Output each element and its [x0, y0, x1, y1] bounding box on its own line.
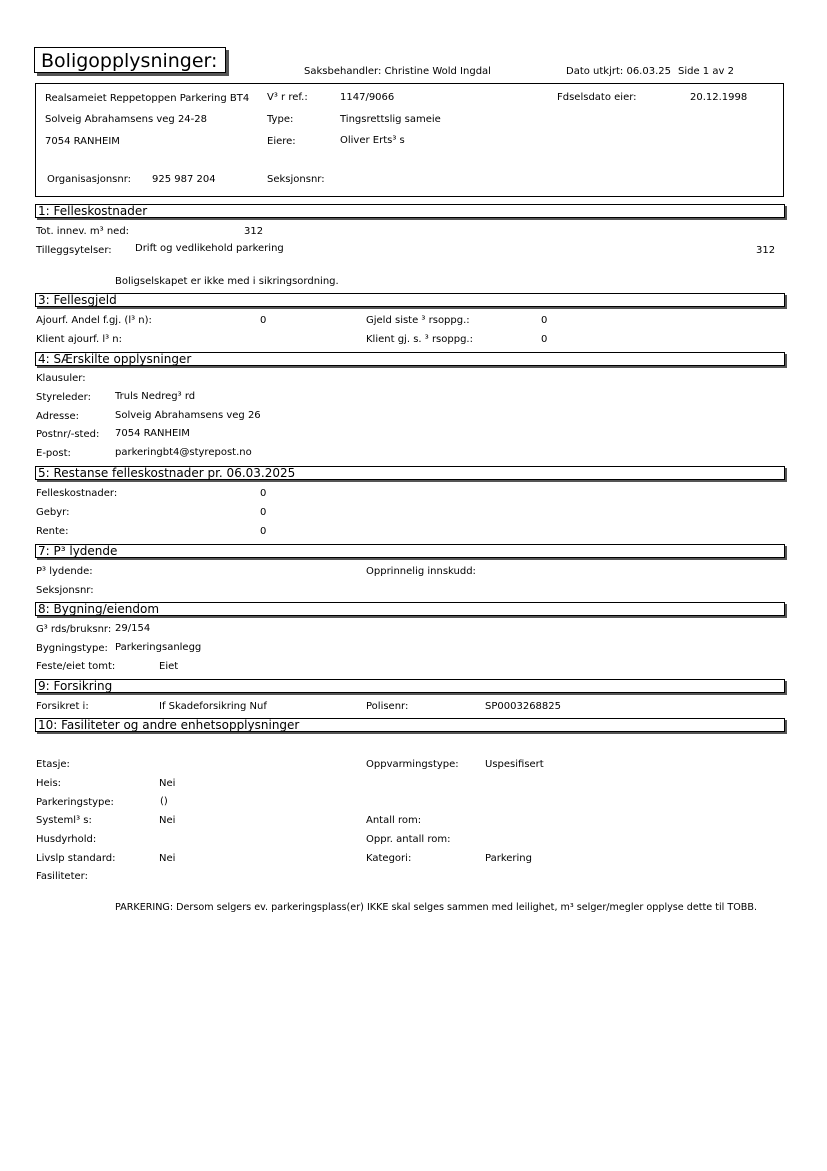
seksjon-label: Seksjonsnr:: [267, 174, 325, 185]
oppvarming-value: Uspesifisert: [485, 759, 544, 770]
page-number: Side 1 av 2: [678, 66, 734, 77]
bygningstype-label: Bygningstype:: [36, 643, 108, 654]
oppvarming-label: Oppvarmingstype:: [366, 759, 459, 770]
oppr-antall-rom-label: Oppr. antall rom:: [366, 834, 451, 845]
sikring-note: Boligselskapet er ikke med i sikringsordning.: [115, 276, 339, 287]
section-10-header: 10: Fasiliteter og andre enhetsopplysninger: [35, 718, 785, 732]
klausuler-label: Klausuler:: [36, 373, 86, 384]
rente-value: 0: [260, 526, 267, 537]
fodselsdato-value: 20.12.1998: [690, 92, 748, 103]
forsikret-label: Forsikret i:: [36, 701, 89, 712]
forsikret-value: If Skadeforsikring Nuf: [159, 701, 267, 712]
property-name: Realsameiet Reppetoppen Parkering BT4: [45, 93, 250, 104]
postnr-value: 7054 RANHEIM: [115, 428, 190, 439]
epost-label: E-post:: [36, 448, 71, 459]
section-7-header: 7: P³ lydende: [35, 544, 785, 558]
tillegg-label: Tilleggsytelser:: [36, 245, 112, 256]
restanse-felles-value: 0: [260, 488, 267, 499]
husdyrhold-label: Husdyrhold:: [36, 834, 97, 845]
tillegg-text: Drift og vedlikehold parkering: [135, 243, 284, 254]
page-title: Boligopplysninger:: [34, 47, 226, 73]
heis-label: Heis:: [36, 778, 62, 789]
gebyr-value: 0: [260, 507, 267, 518]
parkering-note: PARKERING: Dersom selgers ev. parkeringsplass(er) IKKE skal selges sammen med leilighet, m³ selger/megler opplyse dette til TOBB.: [115, 902, 757, 913]
property-address: Solveig Abrahamsens veg 24-28: [45, 114, 207, 125]
ajourf-value: 0: [260, 315, 267, 326]
adresse-label: Adresse:: [36, 411, 79, 422]
livslop-value: Nei: [159, 853, 176, 864]
parkeringstype-value: (): [160, 796, 168, 807]
polise-label: Polisenr:: [366, 701, 409, 712]
saksbehandler: Saksbehandler: Christine Wold Ingdal: [304, 66, 491, 77]
styreleder-label: Styreleder:: [36, 392, 91, 403]
klient-label: Klient ajourf. l³ n:: [36, 334, 123, 345]
section-9-header: 9: Forsikring: [35, 679, 785, 693]
kategori-label: Kategori:: [366, 853, 412, 864]
systemlas-label: Systeml³ s:: [36, 815, 92, 826]
tot-label: Tot. innev. m³ ned:: [36, 226, 130, 237]
section-4-header: 4: SÆrskilte opplysninger: [35, 352, 785, 366]
epost-value: parkeringbt4@styrepost.no: [115, 447, 252, 458]
tot-value: 312: [244, 226, 264, 237]
gard-label: G³ rds/bruksnr:: [36, 624, 112, 635]
rente-label: Rente:: [36, 526, 69, 537]
eiere-value: Oliver Erts³ s: [340, 135, 405, 146]
gebyr-label: Gebyr:: [36, 507, 70, 518]
styreleder-value: Truls Nedreg³ rd: [115, 391, 196, 402]
tillegg-value: 312: [756, 245, 776, 256]
org-value: 925 987 204: [152, 174, 216, 185]
section-5-header: 5: Restanse felleskostnader pr. 06.03.2025: [35, 466, 785, 480]
polise-value: SP0003268825: [485, 701, 562, 712]
fodselsdato-label: Fdselsdato eier:: [557, 92, 637, 103]
var-ref-value: 1147/9066: [340, 92, 395, 103]
section-8-header: 8: Bygning/eiendom: [35, 602, 785, 616]
org-label: Organisasjonsnr:: [47, 174, 132, 185]
section-1-header: 1: Felleskostnader: [35, 204, 785, 218]
postnr-label: Postnr/-sted:: [36, 429, 100, 440]
etasje-label: Etasje:: [36, 759, 70, 770]
klient-gj-label: Klient gj. s. ³ rsoppg.:: [366, 334, 473, 345]
section-3-header: 3: Fellesgjeld: [35, 293, 785, 307]
heis-value: Nei: [159, 778, 176, 789]
kategori-value: Parkering: [485, 853, 532, 864]
var-ref-label: V³ r ref.:: [267, 92, 308, 103]
innskudd-label: Opprinnelig innskudd:: [366, 566, 476, 577]
type-value: Tingsrettslig sameie: [340, 114, 441, 125]
fasiliteter-label: Fasiliteter:: [36, 871, 88, 882]
gard-value: 29/154: [115, 623, 151, 634]
gjeld-value: 0: [541, 315, 548, 326]
gjeld-label: Gjeld siste ³ rsoppg.:: [366, 315, 470, 326]
dato-utkjort: Dato utkjrt: 06.03.25: [566, 66, 671, 77]
adresse-value: Solveig Abrahamsens veg 26: [115, 410, 261, 421]
klient-gj-value: 0: [541, 334, 548, 345]
restanse-felles-label: Felleskostnader:: [36, 488, 118, 499]
feste-value: Eiet: [159, 661, 179, 672]
bygningstype-value: Parkeringsanlegg: [115, 642, 202, 653]
systemlas-value: Nei: [159, 815, 176, 826]
property-postal: 7054 RANHEIM: [45, 136, 120, 147]
antall-rom-label: Antall rom:: [366, 815, 422, 826]
livslop-label: Livslp standard:: [36, 853, 116, 864]
s7-seksjon-label: Seksjonsnr:: [36, 585, 94, 596]
palydende-label: P³ lydende:: [36, 566, 93, 577]
ajourf-label: Ajourf. Andel f.gj. (l³ n):: [36, 315, 152, 326]
feste-label: Feste/eiet tomt:: [36, 661, 116, 672]
eiere-label: Eiere:: [267, 136, 296, 147]
type-label: Type:: [267, 114, 294, 125]
parkeringstype-label: Parkeringstype:: [36, 797, 114, 808]
